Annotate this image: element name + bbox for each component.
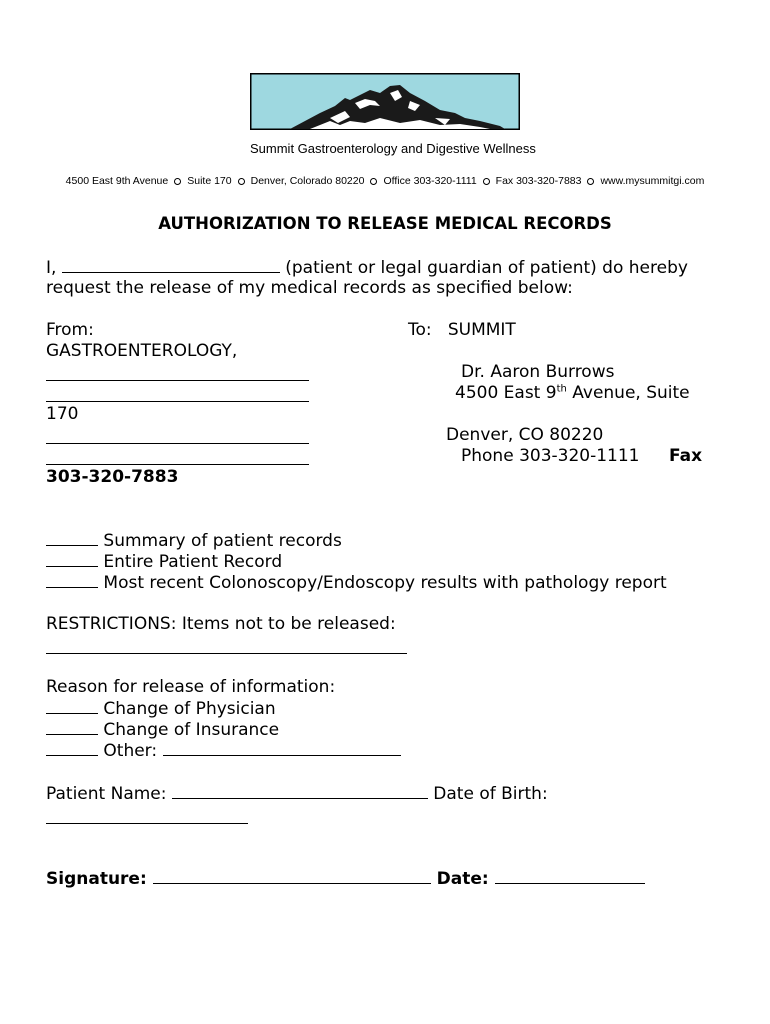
intro-prefix: I,	[46, 258, 57, 278]
reason-option-label: Change of Physician	[103, 699, 276, 719]
from-line-4[interactable]	[46, 464, 309, 465]
reason-option-label: Change of Insurance	[103, 720, 280, 740]
document-title: AUTHORIZATION TO RELEASE MEDICAL RECORDS	[158, 214, 612, 233]
reason-checkbox-blank[interactable]	[46, 719, 98, 735]
record-option	[46, 551, 282, 573]
signature-date-field[interactable]	[495, 868, 645, 884]
to-street-sup: th	[556, 383, 567, 395]
restrictions-label: RESTRICTIONS: Items not to be released:	[46, 614, 396, 634]
date-of-birth-label: Date of Birth:	[433, 784, 548, 804]
reason-other-blank[interactable]	[163, 740, 401, 756]
date-of-birth-field[interactable]	[46, 823, 248, 824]
patient-name-label: Patient Name:	[46, 784, 167, 804]
to-phone: Phone 303-320-1111	[461, 446, 640, 466]
from-line-3[interactable]	[46, 443, 309, 444]
address-office-phone: Office 303-320-1111	[383, 175, 477, 187]
reason-label: Reason for release of information:	[46, 677, 336, 697]
record-option-label: Most recent Colonoscopy/Endoscopy results with pathology report	[103, 573, 667, 593]
to-line	[408, 320, 516, 341]
reason-option-label: Other:	[103, 741, 158, 761]
patient-name-field[interactable]	[172, 783, 428, 799]
bullet-icon	[370, 178, 377, 185]
address-fax: Fax 303-320-7883	[495, 175, 582, 187]
to-org: SUMMIT	[447, 320, 516, 340]
from-org: GASTROENTEROLOGY,	[46, 341, 238, 361]
patient-name-row	[46, 783, 548, 805]
record-checkbox-blank[interactable]	[46, 551, 98, 567]
to-label: To:	[408, 320, 432, 340]
practice-name: Summit Gastroenterology and Digestive Wellness	[250, 141, 536, 156]
to-fax-number: 303-320-7883	[46, 467, 179, 487]
bullet-icon	[483, 178, 490, 185]
reason-option	[46, 698, 276, 720]
from-suite: 170	[46, 404, 79, 424]
record-option	[46, 572, 667, 594]
address-website: www.mysummitgi.com	[600, 175, 705, 187]
patient-name-blank[interactable]	[62, 257, 280, 273]
record-checkbox-blank[interactable]	[46, 530, 98, 546]
to-fax-label: Fax	[669, 446, 703, 466]
record-option-label: Entire Patient Record	[103, 552, 283, 572]
address-street: 4500 East 9th Avenue	[65, 175, 169, 187]
bullet-icon	[238, 178, 245, 185]
signature-date-label: Date:	[436, 869, 489, 889]
record-option	[46, 530, 342, 552]
from-line-2[interactable]	[46, 401, 309, 402]
reason-checkbox-blank[interactable]	[46, 740, 98, 756]
reason-option	[46, 740, 401, 762]
from-line-1[interactable]	[46, 380, 309, 381]
signature-field[interactable]	[153, 868, 431, 884]
practice-address-line	[60, 175, 710, 187]
from-label: From:	[46, 320, 94, 340]
bullet-icon	[174, 178, 181, 185]
intro-line-1-rest: (patient or legal guardian of patient) do hereby	[285, 258, 688, 278]
record-checkbox-blank[interactable]	[46, 572, 98, 588]
reason-option	[46, 719, 279, 741]
record-option-label: Summary of patient records	[103, 531, 342, 551]
to-street-post: Avenue, Suite	[566, 383, 690, 403]
to-street	[455, 383, 690, 404]
intro-line-2: request the release of my medical records as specified below:	[46, 278, 573, 298]
intro-line-1	[46, 257, 688, 279]
address-city: Denver, Colorado 80220	[250, 175, 365, 187]
reason-checkbox-blank[interactable]	[46, 698, 98, 714]
summit-mountain-logo	[250, 73, 520, 130]
bullet-icon	[587, 178, 594, 185]
restrictions-blank[interactable]	[46, 653, 407, 654]
address-suite: Suite 170	[187, 175, 232, 187]
to-city: Denver, CO 80220	[446, 425, 604, 445]
to-doctor: Dr. Aaron Burrows	[461, 362, 615, 382]
signature-row	[46, 868, 645, 890]
to-street-pre: 4500 East 9	[455, 383, 557, 403]
signature-label: Signature:	[46, 869, 147, 889]
